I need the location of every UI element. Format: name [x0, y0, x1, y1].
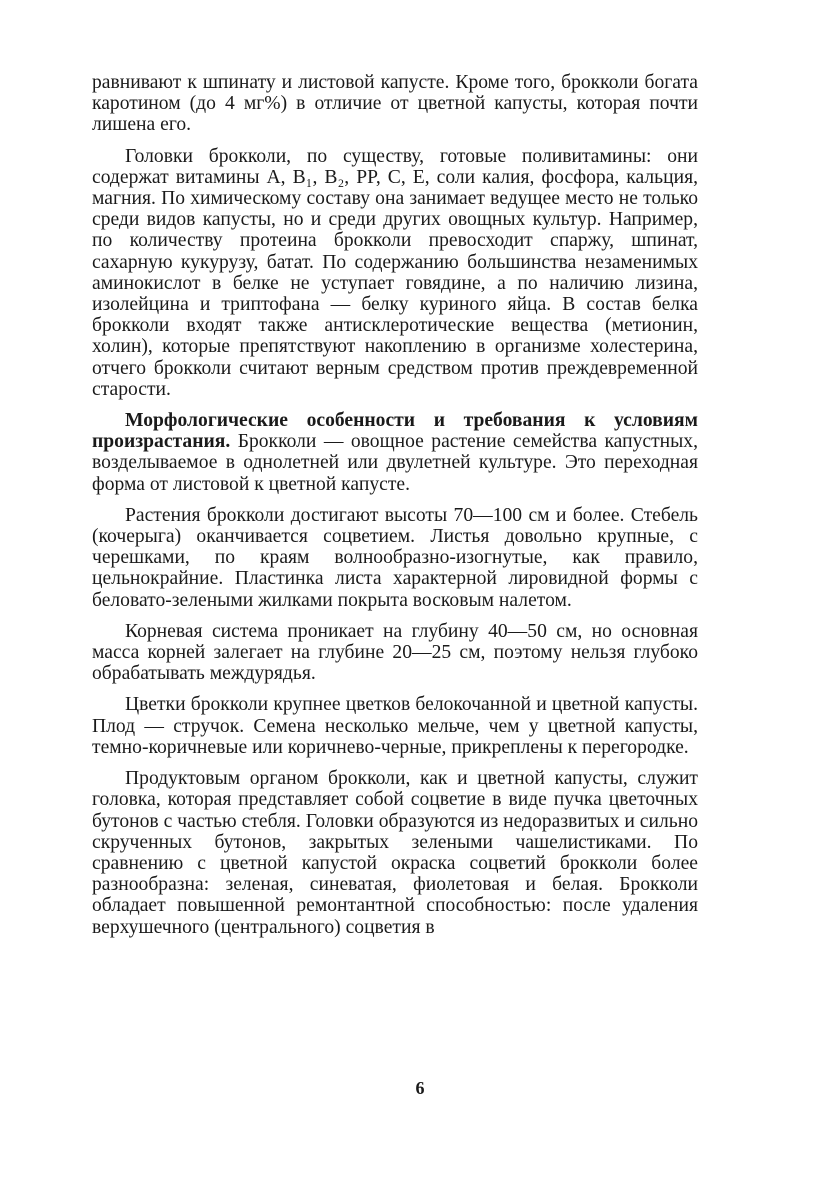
paragraph-3 [92, 410, 698, 495]
paragraph-5-text: Корневая система проникает на глубину 40—50 см, но основная масса корней залегает на глубине 20—25 см, поэтому нельзя глубоко обрабатывать междурядья. [92, 620, 698, 685]
body-text [92, 72, 698, 938]
paragraph-6 [92, 694, 698, 758]
paragraph-5 [92, 621, 698, 685]
paragraph-1-text: равнивают к шпинату и листовой капусте. Кроме того, брокколи богата каротином (до 4 мг%) в отличие от цветной капусты, которая почти лишена его. [92, 72, 698, 136]
paragraph-2 [92, 146, 698, 400]
page-number: 6 [415, 1078, 425, 1098]
paragraph-4-text: Растения брокколи достигают высоты 70—100 см и более. Стебель (кочерыга) оканчивается соцветием. Листья довольно крупные, с черешками, по краям волнообразно-изогнутые, как правило, цельнокрайние. Пластинка листа характерной лировидной формы с беловато-зелеными жилками покрыта восковым налетом. [92, 504, 698, 611]
paragraph-2-text: Головки брокколи, по существу, готовые поливитамины: они содержат витамины A, B₁, B₂, PP, C, E, соли калия, фосфора, кальция, магния. По химическому составу она занимает ведущее место не только среди видов капусты, но и среди других овощных культур. Например, по количеству протеина брокколи превосходит спаржу, шпинат, сахарную кукурузу, батат. По содержанию большинства незаменимых аминокислот в белке не уступает говядине, а по наличию лизина, изолейцина и триптофана — белку куриного яйца. В состав белка брокколи входят также антисклеротические вещества (метионин, холин), которые препятствуют накоплению в организме холестерина, отчего брокколи считают верным средством против преждевременной старости. [92, 145, 698, 400]
paragraph-1 [92, 72, 698, 136]
paragraph-3-text: Брокколи — овощное растение семейства капустных, возделываемое в однолетней или двулетней культуре. Это переходная форма от листовой к цветной капусте. [92, 431, 698, 495]
paragraph-6-text: Цветки брокколи крупнее цветков белокочанной и цветной капусты. Плод — стручок. Семена несколько мельче, чем у цветной капусты, темно-коричневые или коричнево-черные, прикреплены к перегородке. [92, 694, 698, 758]
section-heading-inline: Морфологические особенности и требования к условиям произрастания. [92, 410, 698, 453]
paragraph-4 [92, 505, 698, 611]
paragraph-7-text: Продуктовым органом брокколи, как и цветной капусты, служит головка, которая представляет собой соцветие в виде пучка цветочных бутонов с частью стебля. Головки образуются из недоразвитых и сильно скрученных бутонов, закрытых зелеными чашелистиками. По сравнению с цветной капустой окраска соцветий брокколи более разнообразна: зеленая, синеватая, фиолетовая и белая. Брокколи обладает повышенной ремонтантной способностью: после удаления верхушечного (центрального) соцветия в [92, 768, 698, 938]
paragraph-7 [92, 768, 698, 938]
